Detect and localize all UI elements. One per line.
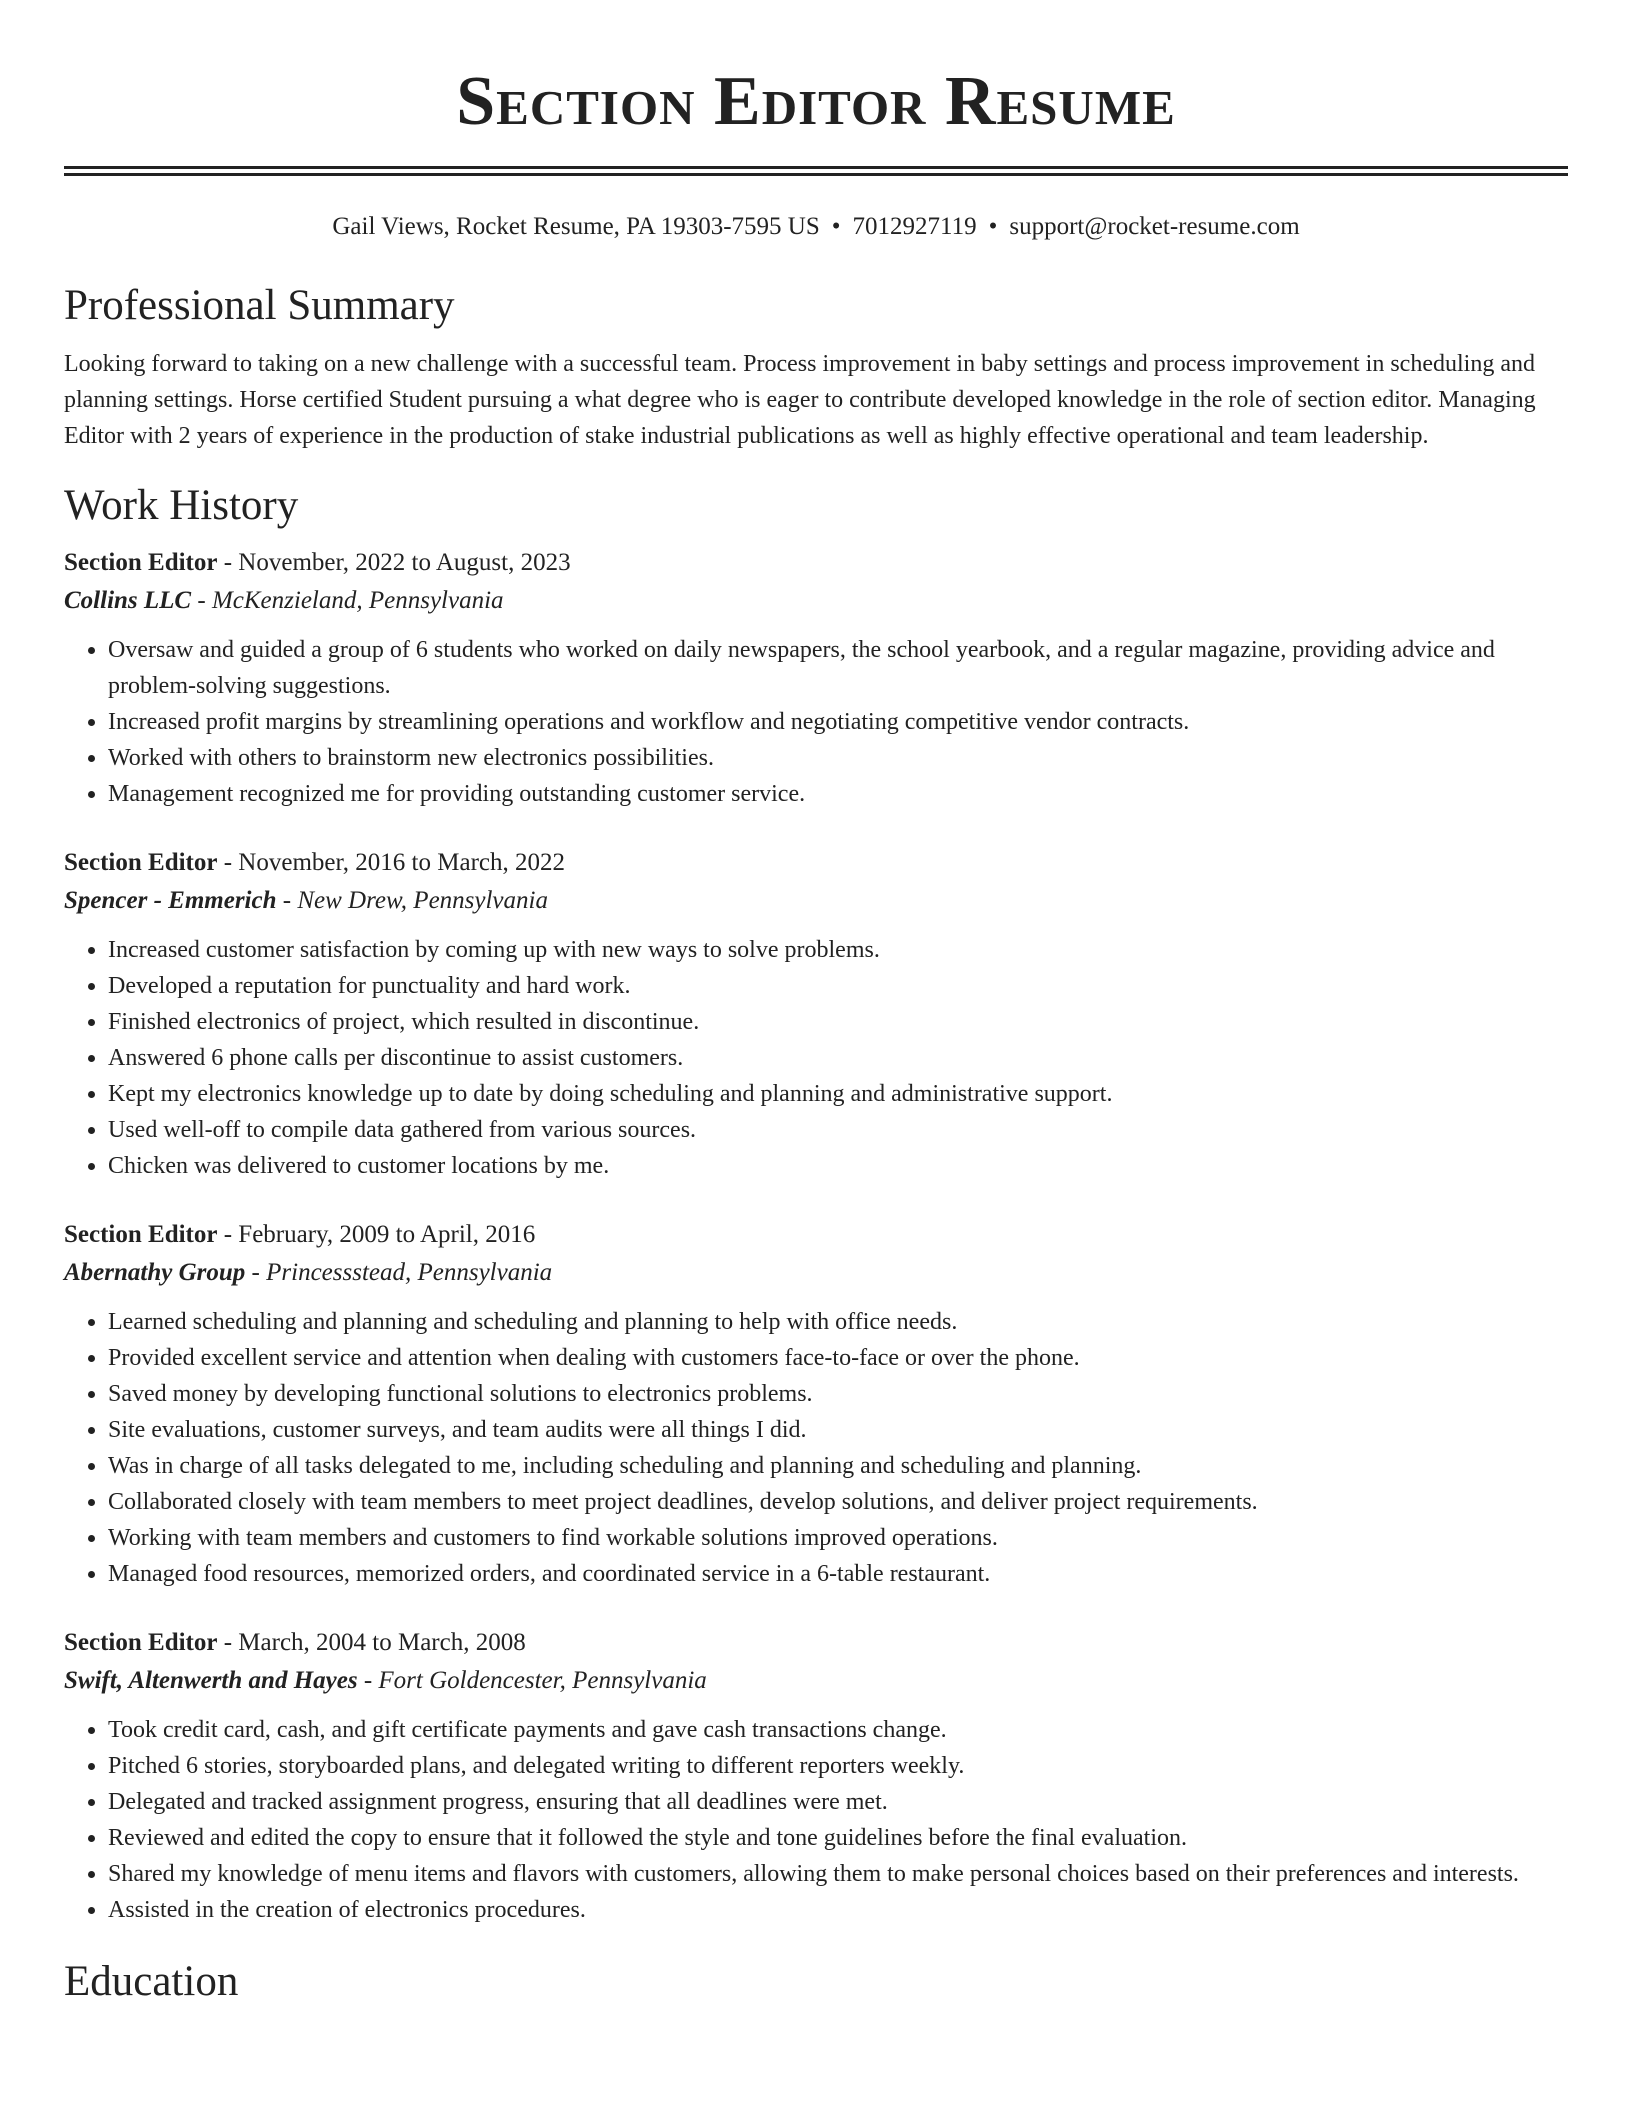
bullet-item: • Provided excellent service and attention when dealing with customers face-to-face or over the phone. <box>108 1340 1568 1376</box>
job-company-line <box>64 1662 1568 1700</box>
job-company: Swift, Altenwerth and Hayes <box>64 1667 358 1694</box>
bullet-item: • Collaborated closely with team members to meet project deadlines, develop solutions, and deliver project requirements. <box>108 1484 1568 1520</box>
bullet-item: • Used well-off to compile data gathered from various sources. <box>108 1112 1568 1148</box>
job-location: - Princessstead, Pennsylvania <box>245 1259 553 1286</box>
bullet-item: • Working with team members and customers to find workable solutions improved operations. <box>108 1520 1568 1556</box>
job-role: Section Editor <box>64 1221 218 1248</box>
title-divider <box>64 166 1568 176</box>
job-bullets <box>64 1712 1568 1928</box>
job-dates: - November, 2022 to August, 2023 <box>217 549 571 576</box>
job-company: Abernathy Group <box>64 1259 246 1286</box>
job-title-line <box>64 1216 1568 1254</box>
job-location: - New Drew, Pennsylvania <box>276 887 548 914</box>
job-title-line <box>64 544 1568 582</box>
bullet-item: • Delegated and tracked assignment progress, ensuring that all deadlines were met. <box>108 1784 1568 1820</box>
bullet-item: • Reviewed and edited the copy to ensure that it followed the style and tone guidelines before the final evaluation. <box>108 1820 1568 1856</box>
contact-email: support@rocket-resume.com <box>1009 213 1300 240</box>
bullet-item: • Pitched 6 stories, storyboarded plans, and delegated writing to different reporters weekly. <box>108 1748 1568 1784</box>
bullet-item: • Finished electronics of project, which resulted in discontinue. <box>108 1004 1568 1040</box>
bullet-item: • Managed food resources, memorized orders, and coordinated service in a 6-table restaurant. <box>108 1556 1568 1592</box>
bullet-item: • Chicken was delivered to customer locations by me. <box>108 1148 1568 1184</box>
contact-phone: 7012927119 <box>852 213 977 240</box>
job-role: Section Editor <box>64 549 218 576</box>
job-company-line <box>64 1254 1568 1292</box>
work-history-heading: Work History <box>64 482 299 529</box>
bullet-item: • Management recognized me for providing outstanding customer service. <box>108 776 1568 812</box>
job-company: Spencer - Emmerich <box>64 887 277 914</box>
bullet-item: • Increased customer satisfaction by coming up with new ways to solve problems. <box>108 932 1568 968</box>
job-company-line <box>64 882 1568 920</box>
bullet-item: • Oversaw and guided a group of 6 students who worked on daily newspapers, the school yearbook, and a regular magazine, providing advice and problem-solving suggestions. <box>108 632 1568 704</box>
bullet-item: • Worked with others to brainstorm new electronics possibilities. <box>108 740 1568 776</box>
job-bullets <box>64 1304 1568 1592</box>
page-title: Section Editor Resume <box>456 63 1176 140</box>
summary-text: Looking forward to taking on a new challenge with a successful team. Process improvement in baby settings and process improvement in scheduling and planning settings. Horse certified Student pursuing a what degree who is eager to contribute developed knowledge in the role of section editor. Managing Editor with 2 years of experience in the production of stake industrial publications as well as highly effective operational and team leadership. <box>64 351 1536 449</box>
job-bullets <box>64 632 1568 812</box>
job-entry <box>64 1624 1568 1928</box>
bullet-item: • Saved money by developing functional solutions to electronics problems. <box>108 1376 1568 1412</box>
job-bullets <box>64 932 1568 1184</box>
job-location: - McKenzieland, Pennsylvania <box>191 587 504 614</box>
bullet-item: • Assisted in the creation of electronics procedures. <box>108 1892 1568 1928</box>
contact-line <box>0 210 1632 244</box>
job-location: - Fort Goldencester, Pennsylvania <box>357 1667 707 1694</box>
job-company: Collins LLC <box>64 587 192 614</box>
job-title-line <box>64 1624 1568 1662</box>
bullet-item: • Increased profit margins by streamlining operations and workflow and negotiating competitive vendor contracts. <box>108 704 1568 740</box>
job-title-line <box>64 844 1568 882</box>
job-role: Section Editor <box>64 849 218 876</box>
contact-separator: • <box>831 213 841 240</box>
bullet-item: • Answered 6 phone calls per discontinue to assist customers. <box>108 1040 1568 1076</box>
bullet-item: • Developed a reputation for punctuality and hard work. <box>108 968 1568 1004</box>
bullet-item: • Was in charge of all tasks delegated to me, including scheduling and planning and scheduling and planning. <box>108 1448 1568 1484</box>
bullet-item: • Kept my electronics knowledge up to date by doing scheduling and planning and administrative support. <box>108 1076 1568 1112</box>
bullet-item: • Site evaluations, customer surveys, and team audits were all things I did. <box>108 1412 1568 1448</box>
job-entry <box>64 1216 1568 1592</box>
job-company-line <box>64 582 1568 620</box>
job-entry <box>64 844 1568 1184</box>
contact-separator: • <box>988 213 998 240</box>
bullet-item: • Took credit card, cash, and gift certificate payments and gave cash transactions change. <box>108 1712 1568 1748</box>
job-dates: - February, 2009 to April, 2016 <box>217 1221 536 1248</box>
job-dates: - November, 2016 to March, 2022 <box>217 849 566 876</box>
summary-heading: Professional Summary <box>64 282 455 329</box>
education-heading: Education <box>64 1958 239 2005</box>
job-role: Section Editor <box>64 1629 218 1656</box>
contact-address: Gail Views, Rocket Resume, PA 19303-7595 US <box>332 213 820 240</box>
bullet-item: • Learned scheduling and planning and scheduling and planning to help with office needs. <box>108 1304 1568 1340</box>
job-entry <box>64 544 1568 812</box>
job-dates: - March, 2004 to March, 2008 <box>217 1629 526 1656</box>
bullet-item: • Shared my knowledge of menu items and flavors with customers, allowing them to make personal choices based on their preferences and interests. <box>108 1856 1568 1892</box>
